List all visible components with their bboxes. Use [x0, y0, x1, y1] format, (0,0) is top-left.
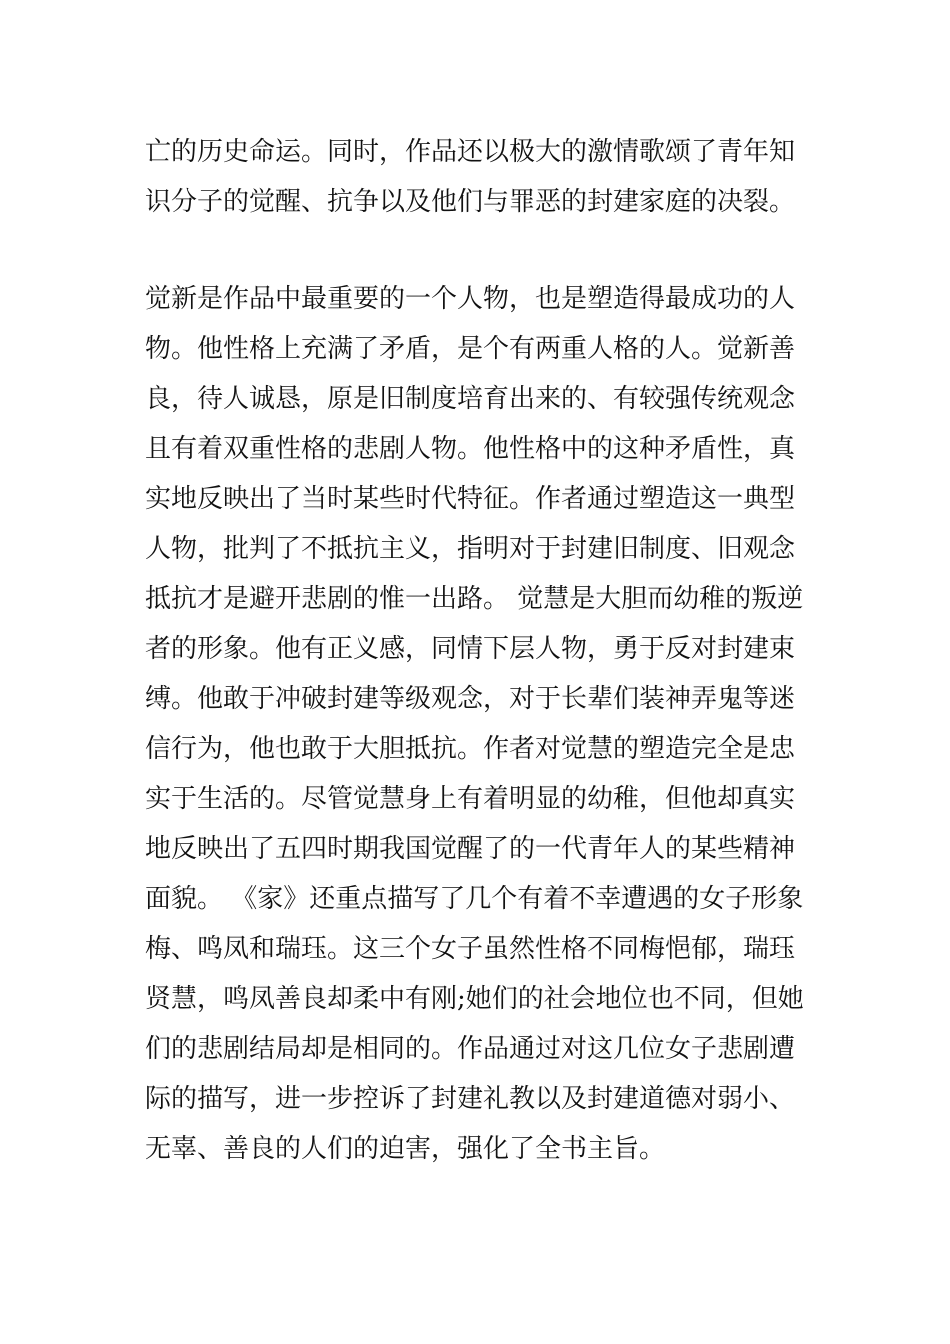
text-line: 识分子的觉醒、抗争以及他们与罪恶的封建家庭的决裂。 — [145, 187, 796, 217]
text-line: 地反映出了五四时期我国觉醒了的一代青年人的某些精神 — [145, 834, 796, 864]
text-line: 们的悲剧结局却是相同的。作品通过对这几位女子悲剧遭 — [145, 1034, 796, 1064]
text-line: 无辜、善良的人们的迫害，强化了全书主旨。 — [145, 1134, 666, 1164]
text-line: 梅、鸣凤和瑞珏。这三个女子虽然性格不同梅悒郁，瑞珏 — [145, 934, 796, 964]
text-line: 抵抗才是避开悲剧的惟一出路。 觉慧是大胆而幼稚的叛逆 — [145, 584, 804, 614]
text-line: 觉新是作品中最重要的一个人物，也是塑造得最成功的人 — [145, 284, 796, 314]
text-line: 人物，批判了不抵抗主义，指明对于封建旧制度、旧观念 — [145, 534, 796, 564]
text-line: 实地反映出了当时某些时代特征。作者通过塑造这一典型 — [145, 484, 796, 514]
text-line: 物。他性格上充满了矛盾，是个有两重人格的人。觉新善 — [145, 334, 796, 364]
text-line: 贤慧，鸣凤善良却柔中有刚;她们的社会地位也不同，但她 — [145, 984, 804, 1014]
text-line: 信行为，他也敢于大胆抵抗。作者对觉慧的塑造完全是忠 — [145, 734, 796, 764]
paragraph-2 — [145, 274, 815, 1174]
text-line: 实于生活的。尽管觉慧身上有着明显的幼稚，但他却真实 — [145, 784, 796, 814]
text-line: 缚。他敢于冲破封建等级观念，对于长辈们装神弄鬼等迷 — [145, 684, 796, 714]
text-line: 且有着双重性格的悲剧人物。他性格中的这种矛盾性，真 — [145, 434, 796, 464]
text-line: 良，待人诚恳，原是旧制度培育出来的、有较强传统观念 — [145, 384, 796, 414]
text-line: 者的形象。他有正义感，同情下层人物，勇于反对封建束 — [145, 634, 796, 664]
text-line: 面貌。 《家》还重点描写了几个有着不幸遭遇的女子形象 — [145, 884, 804, 914]
text-line: 际的描写，进一步控诉了封建礼教以及封建道德对弱小、 — [145, 1084, 796, 1114]
text-line: 亡的历史命运。同时，作品还以极大的激情歌颂了青年知 — [145, 137, 796, 167]
paragraph-1 — [145, 127, 815, 227]
